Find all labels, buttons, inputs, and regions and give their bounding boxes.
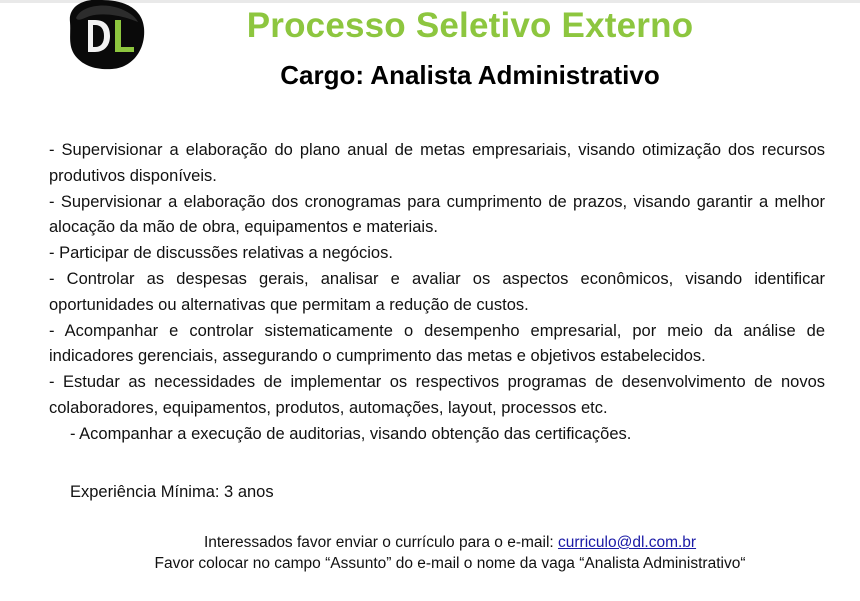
- job-title: Cargo: Analista Administrativo: [280, 60, 660, 90]
- responsibility-item: - Estudar as necessidades de implementar os respectivos programas de desenvolvimento de novos colaboradores, equipamentos, produtos, automações, layout, processos etc.: [49, 373, 825, 417]
- contact-info: [40, 532, 860, 574]
- responsibility-item: - Supervisionar a elaboração do plano anual de metas empresariais, visando otimização dos recursos produtivos disponíveis.: [49, 141, 825, 185]
- experience-requirement: Experiência Mínima: 3 anos: [70, 483, 274, 501]
- responsibility-item: - Supervisionar a elaboração dos cronogramas para cumprimento de prazos, visando garantir a melhor alocação da mão de obra, equipamentos e materiais.: [49, 192, 825, 237]
- responsibility-item: - Acompanhar a execução de auditorias, visando obtenção das certificações.: [70, 424, 632, 443]
- contact-line-email: [40, 532, 860, 553]
- responsibilities-list: [49, 138, 825, 448]
- responsibility-item: - Controlar as despesas gerais, analisar e avaliar os aspectos econômicos, visando identificar oportunidades ou alternativas que permitam a redução de custos.: [49, 269, 825, 314]
- contact-line-subject: Favor colocar no campo “Assunto” do e-mail o nome da vaga “Analista Administrativo“: [154, 555, 746, 572]
- dl-logo: [62, 0, 148, 72]
- page-title: Processo Seletivo Externo: [246, 6, 694, 45]
- email-link[interactable]: curriculo@dl.com.br: [558, 534, 697, 551]
- contact-prefix: Interessados favor enviar o currículo para o e-mail:: [203, 534, 559, 551]
- responsibility-item: - Participar de discussões relativas a negócios.: [49, 244, 393, 263]
- responsibility-item: - Acompanhar e controlar sistematicamente o desempenho empresarial, por meio da análise de indicadores gerenciais, assegurando o cumprimento das metas e objetivos estabelecidos.: [49, 321, 825, 366]
